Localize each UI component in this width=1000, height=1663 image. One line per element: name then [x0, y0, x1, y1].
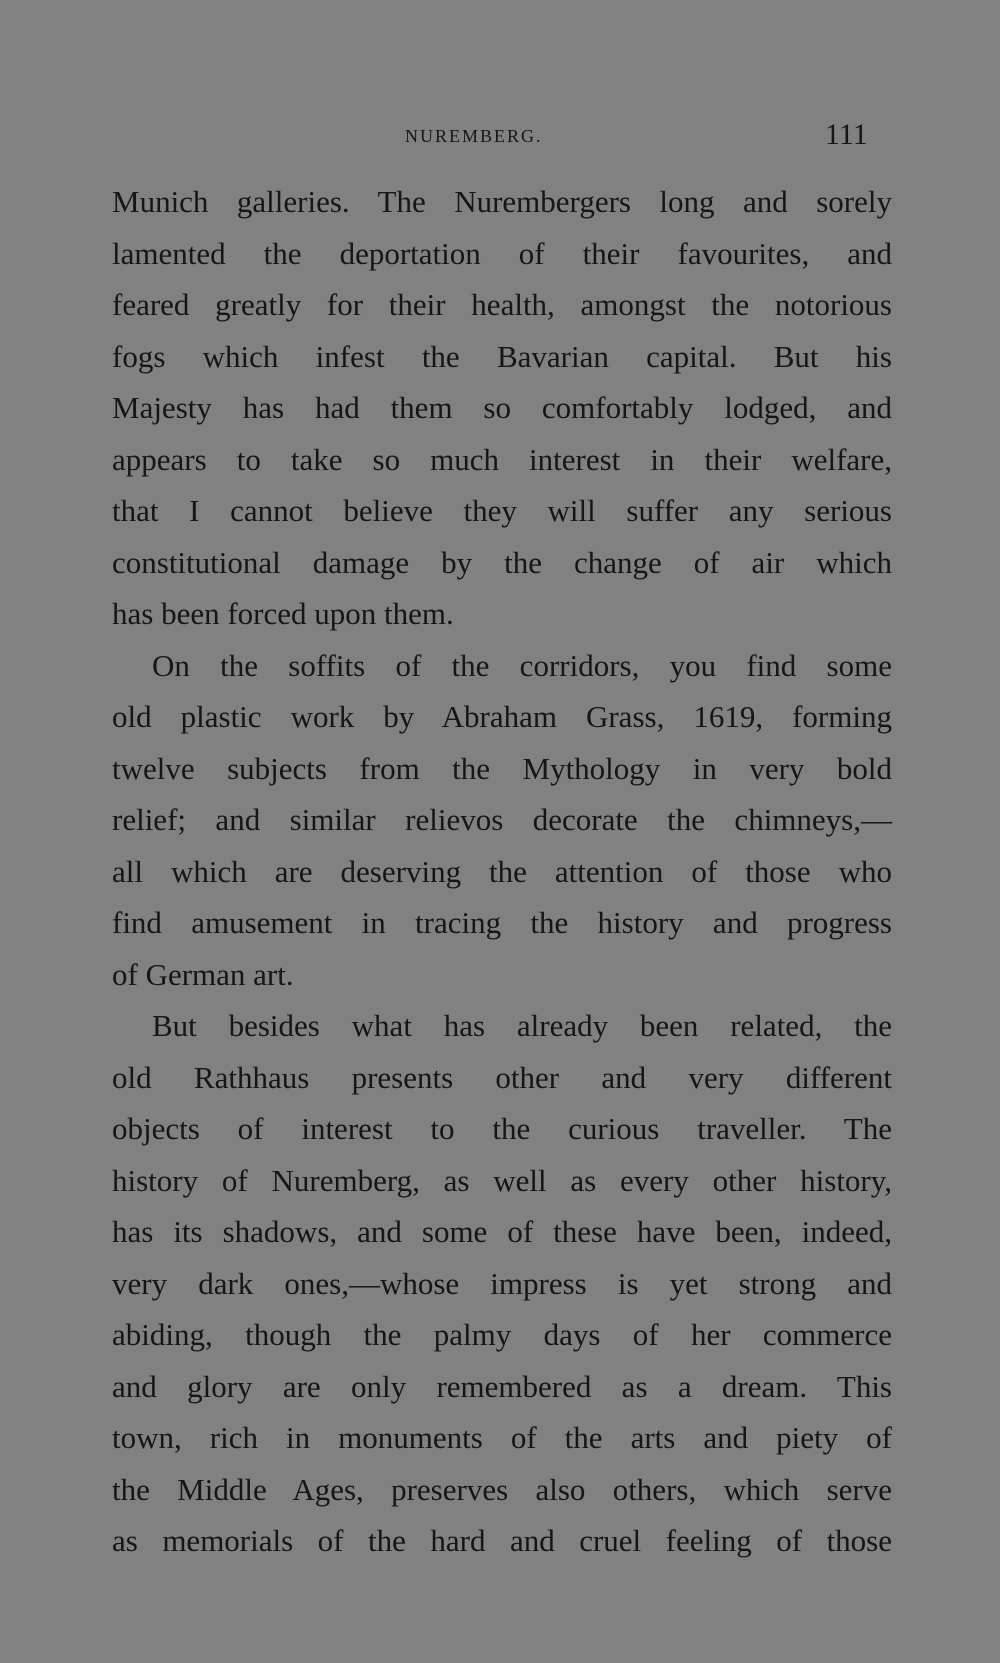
- page-number: 111: [825, 118, 868, 151]
- text-line: the Middle Ages, preserves also others, which serve: [112, 1471, 892, 1507]
- body-text: [112, 176, 892, 1567]
- text-line: as memorials of the hard and cruel feeling of those: [112, 1523, 892, 1558]
- text-line: Munich galleries. The Nurembergers long and sorely: [112, 184, 892, 219]
- text-line: twelve subjects from the Mythology in very bold: [112, 750, 892, 786]
- text-line: Majesty has had them so comfortably lodged, and: [112, 390, 892, 425]
- text-line: objects of interest to the curious traveller. The: [112, 1111, 892, 1146]
- text-line: feared greatly for their health, amongst the notorious: [112, 287, 892, 322]
- text-line: very dark ones,—whose impress is yet strong and: [112, 1265, 892, 1301]
- text-line: that I cannot believe they will suffer any serious: [112, 493, 892, 528]
- text-line: constitutional damage by the change of air which: [112, 544, 892, 580]
- running-title: NUREMBERG.: [405, 126, 543, 146]
- text-line: find amusement in tracing the history and progress: [112, 905, 892, 940]
- text-line: town, rich in monuments of the arts and piety of: [112, 1420, 892, 1455]
- text-line: all which are deserving the attention of those who: [112, 853, 892, 889]
- text-line: relief; and similar relievos decorate the chimneys,—: [112, 802, 892, 837]
- text-line: and glory are only remembered as a dream. This: [112, 1368, 892, 1404]
- text-line: On the soffits of the corridors, you find some: [152, 647, 892, 683]
- text-line: But besides what has already been related, the: [152, 1008, 892, 1043]
- text-line: fogs which infest the Bavarian capital. But his: [112, 338, 892, 374]
- text-line: old plastic work by Abraham Grass, 1619, forming: [112, 699, 892, 734]
- text-line: of German art.: [112, 956, 294, 992]
- text-line: history of Nuremberg, as well as every other history,: [112, 1162, 892, 1198]
- running-head: [0, 118, 1000, 158]
- text-line: has its shadows, and some of these have been, indeed,: [112, 1214, 892, 1249]
- text-line: lamented the deportation of their favourites, and: [112, 235, 892, 271]
- text-line: abiding, though the palmy days of her commerce: [112, 1317, 892, 1352]
- text-line: old Rathhaus presents other and very different: [112, 1059, 892, 1095]
- text-line: has been forced upon them.: [112, 596, 454, 631]
- text-line: appears to take so much interest in their welfare,: [112, 441, 892, 477]
